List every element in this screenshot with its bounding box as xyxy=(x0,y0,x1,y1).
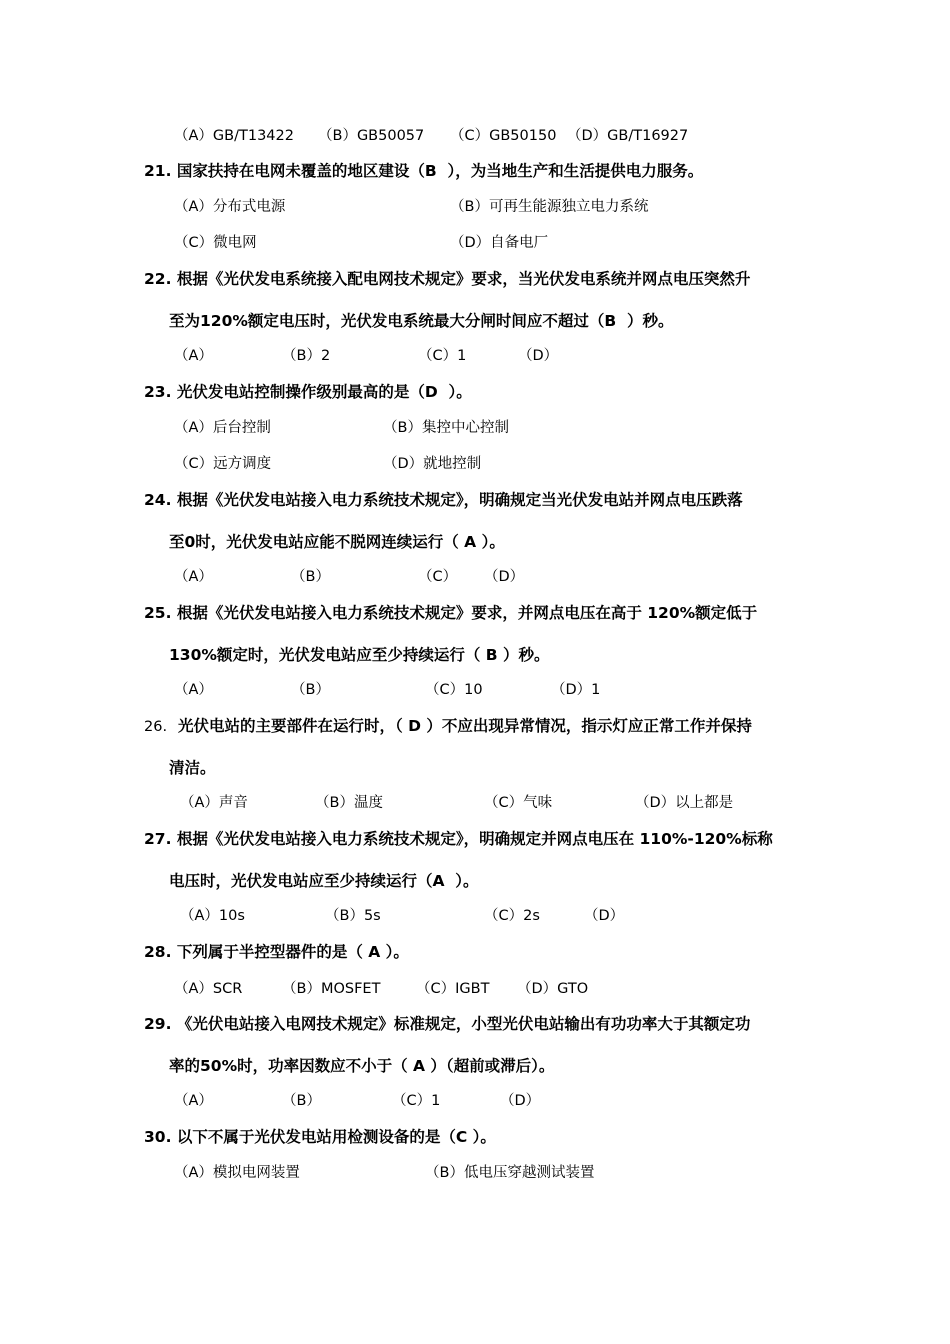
question-stem-line1: 27. 根据《光伏发电站接入电力系统技术规定》，明确规定并网点电压在 110%-120%标称 xyxy=(144,830,773,848)
option-d: （D） xyxy=(500,1093,541,1109)
option-d: （D）就地控制 xyxy=(383,456,482,472)
option-b: （B） xyxy=(282,1093,321,1109)
option-c: （C）气味 xyxy=(484,795,553,811)
option-b: （B） xyxy=(291,569,330,585)
option-a: （A）SCR xyxy=(174,981,243,997)
option-c: （C）2s xyxy=(484,908,540,924)
option-c: （C）IGBT xyxy=(416,981,490,997)
option-a: （A）分布式电源 xyxy=(174,199,286,215)
option-c: （C）10 xyxy=(425,682,483,698)
option-b: （B）低电压穿越测试装置 xyxy=(425,1165,595,1181)
question-stem: 30. 以下不属于光伏发电站用检测设备的是（C ）。 xyxy=(144,1128,496,1146)
option-d: （D）1 xyxy=(551,682,601,698)
option-a: （A）10s xyxy=(180,908,245,924)
option-d: （D）GB/T16927 xyxy=(567,128,689,144)
option-b: （B）集控中心控制 xyxy=(383,420,509,436)
question-stem-line1: 22. 根据《光伏发电系统接入配电网技术规定》要求，当光伏发电系统并网点电压突然升 xyxy=(144,270,751,288)
option-c: （C）1 xyxy=(418,348,467,364)
option-a: （A）后台控制 xyxy=(174,420,271,436)
option-a: （A） xyxy=(174,1093,213,1109)
option-d: （D）自备电厂 xyxy=(450,235,549,251)
option-b: （B）2 xyxy=(282,348,331,364)
question-stem-line1: 25. 根据《光伏发电站接入电力系统技术规定》要求，并网点电压在高于 120%额定低于 xyxy=(144,604,758,622)
question-stem-line2: 电压时，光伏发电站应至少持续运行（A ）。 xyxy=(169,872,479,890)
option-c: （C）1 xyxy=(392,1093,441,1109)
question-stem: 23. 光伏发电站控制操作级别最高的是（D ）。 xyxy=(144,383,472,401)
question-stem: 21. 国家扶持在电网未覆盖的地区建设（B ），为当地生产和生活提供电力服务。 xyxy=(144,162,704,180)
option-a: （A） xyxy=(174,682,213,698)
option-a: （A）声音 xyxy=(180,795,248,811)
option-a: （A） xyxy=(174,569,213,585)
option-d: （D）GTO xyxy=(517,981,589,997)
option-c: （C）微电网 xyxy=(174,235,257,251)
question-number: 26. xyxy=(144,719,168,735)
option-d: （D）以上都是 xyxy=(635,795,734,811)
option-d: （D） xyxy=(518,348,559,364)
question-stem-line1: 29. 《光伏电站接入电网技术规定》标准规定，小型光伏电站输出有功功率大于其额定功 xyxy=(144,1015,751,1033)
option-a: （A） xyxy=(174,348,213,364)
option-a: （A）GB/T13422 xyxy=(174,128,294,144)
option-c: （C）远方调度 xyxy=(174,456,272,472)
option-c: （C）GB50150 xyxy=(450,128,557,144)
option-c: （C） xyxy=(418,569,458,585)
question-stem-line1: 光伏电站的主要部件在运行时，（ D ）不应出现异常情况，指示灯应正常工作并保持 xyxy=(178,717,752,735)
option-b: （B）5s xyxy=(325,908,381,924)
option-d: （D） xyxy=(484,569,525,585)
question-stem-line2: 率的50%时，功率因数应不小于（ A ）（超前或滞后）。 xyxy=(169,1057,555,1075)
question-stem-line1: 24. 根据《光伏发电站接入电力系统技术规定》，明确规定当光伏发电站并网点电压跌落 xyxy=(144,491,743,509)
question-stem: 28. 下列属于半控型器件的是（ A ）。 xyxy=(144,943,409,961)
option-d: （D） xyxy=(584,908,625,924)
question-stem-line2: 130%额定时，光伏发电站应至少持续运行（ B ）秒。 xyxy=(169,646,550,664)
option-a: （A）模拟电网装置 xyxy=(174,1165,300,1181)
option-b: （B）可再生能源独立电力系统 xyxy=(450,199,649,215)
option-b: （B）温度 xyxy=(315,795,383,811)
option-b: （B） xyxy=(291,682,330,698)
option-b: （B）MOSFET xyxy=(282,981,381,997)
option-b: （B）GB50057 xyxy=(318,128,425,144)
question-stem-line2: 至0时，光伏发电站应能不脱网连续运行（ A ）。 xyxy=(169,533,505,551)
question-stem-line2: 清洁。 xyxy=(169,759,216,777)
question-stem-line2: 至为120%额定电压时，光伏发电系统最大分闸时间应不超过（B ）秒。 xyxy=(169,312,674,330)
